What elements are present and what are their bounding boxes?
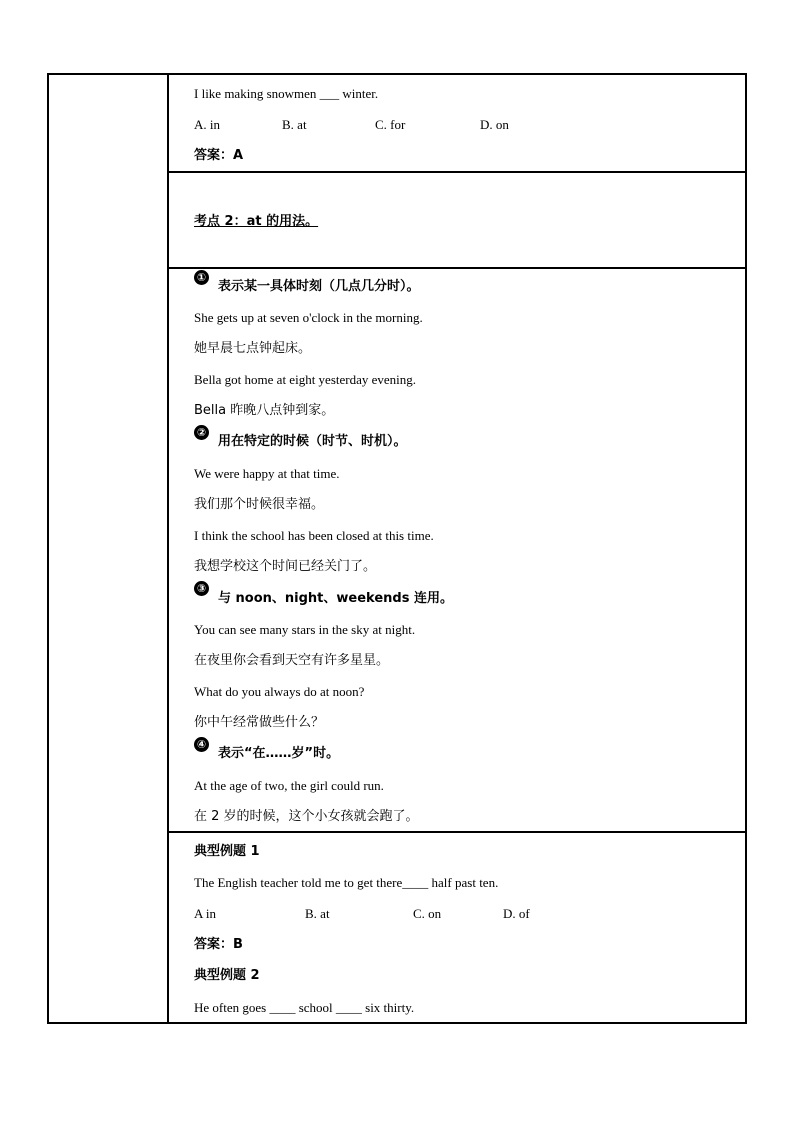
point-2-example-cn-1: 我们那个时候很幸福。 — [194, 497, 325, 512]
prev-option-a: A. in — [194, 117, 220, 132]
circled-number-3: ③ — [194, 581, 209, 596]
example-1-question: The English teacher told me to get there____ half past ten. — [194, 875, 499, 890]
example-2-title: 典型例题 2 — [194, 968, 260, 983]
point-4-example-en-1: At the age of two, the girl could run. — [194, 778, 384, 793]
table-column-divider — [167, 73, 169, 1024]
example-2-question: He often goes ____ school ____ six thirty. — [194, 1000, 415, 1015]
circled-number-2: ② — [194, 425, 209, 440]
table-right-border — [745, 73, 747, 1024]
point-1-example-en-2: Bella got home at eight yesterday evening. — [194, 372, 417, 387]
section-title: 考点 2：at 的用法。 — [194, 214, 319, 229]
example-1-option-d: D. of — [503, 906, 530, 921]
point-1-example-cn-1: 她早晨七点钟起床。 — [194, 341, 312, 356]
circled-number-4: ④ — [194, 737, 209, 752]
example-1-title: 典型例题 1 — [194, 844, 260, 859]
point-1-example-cn-2: Bella 昨晚八点钟到家。 — [194, 403, 335, 418]
table-left-border — [47, 73, 49, 1024]
point-4-example-cn-1: 在 2 岁的时候，这个小女孩就会跑了。 — [194, 809, 419, 824]
point-3-example-en-2: What do you always do at noon? — [194, 684, 365, 699]
row-divider-2 — [168, 267, 747, 269]
table-bottom-border — [47, 1022, 747, 1024]
prev-option-c: C. for — [375, 117, 406, 132]
example-1-option-b: B. at — [305, 906, 330, 921]
point-3-example-cn-2: 你中午经常做些什么？ — [194, 715, 325, 730]
point-3-example-cn-1: 在夜里你会看到天空有许多星星。 — [194, 653, 390, 668]
circled-number-1: ① — [194, 270, 209, 285]
point-4-heading: 表示“在……岁”时。 — [218, 746, 340, 761]
example-1-option-c: C. on — [413, 906, 442, 921]
point-2-example-cn-2: 我想学校这个时间已经关门了。 — [194, 559, 377, 574]
point-2-example-en-2: I think the school has been closed at this time. — [194, 528, 434, 543]
row-divider-1 — [168, 171, 747, 173]
point-3-heading: 与 noon、night、weekends 连用。 — [218, 591, 453, 606]
point-3-example-en-1: You can see many stars in the sky at night. — [194, 622, 416, 637]
point-2-heading: 用在特定的时候（时节、时机）。 — [218, 434, 407, 449]
prev-option-d: D. on — [480, 117, 509, 132]
prev-option-b: B. at — [282, 117, 307, 132]
point-1-example-en-1: She gets up at seven o'clock in the morning. — [194, 310, 423, 325]
table-top-border — [47, 73, 747, 75]
prev-answer: 答案：A — [194, 148, 244, 163]
row-divider-3 — [168, 831, 747, 833]
example-1-option-a: A in — [194, 906, 217, 921]
point-1-heading: 表示某一具体时刻（几点几分时）。 — [218, 279, 420, 294]
example-1-answer: 答案：B — [194, 937, 243, 952]
prev-question: I like making snowmen ___ winter. — [194, 86, 379, 101]
point-2-example-en-1: We were happy at that time. — [194, 466, 340, 481]
